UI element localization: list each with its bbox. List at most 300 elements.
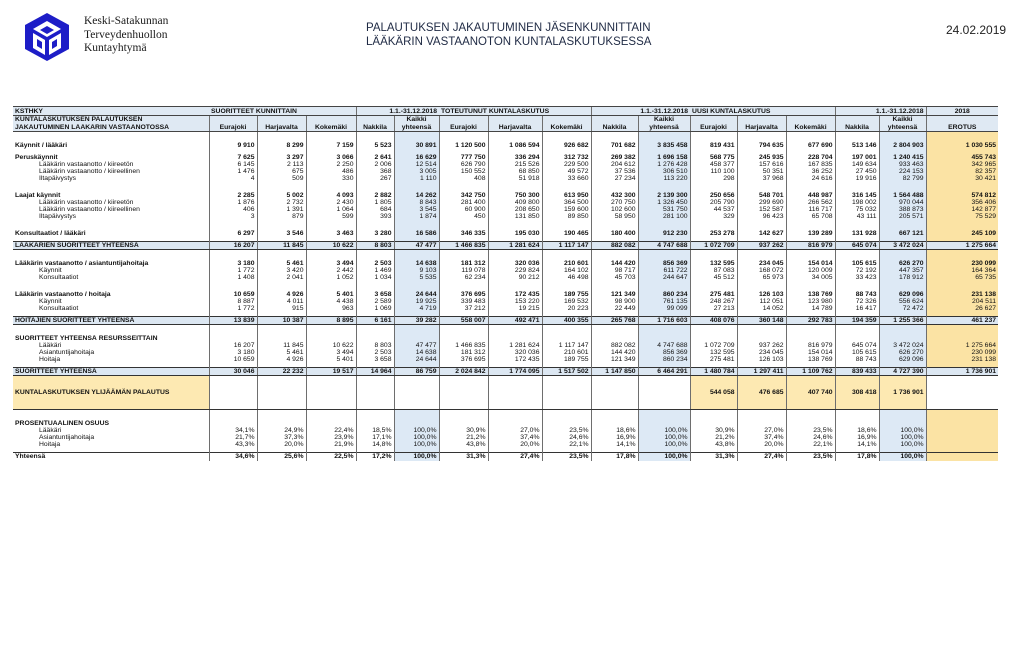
table-row bbox=[13, 242, 998, 250]
table-cell: 18,6% bbox=[591, 427, 638, 434]
table-cell: 8 843 bbox=[394, 199, 439, 206]
table-cell: 100,0% bbox=[394, 434, 439, 441]
table-cell: 4 438 bbox=[306, 298, 356, 305]
row-label: Laajat käynnit bbox=[15, 191, 61, 199]
table-cell: 27 213 bbox=[690, 305, 737, 312]
table-cell bbox=[257, 420, 306, 427]
table-cell bbox=[356, 335, 394, 342]
table-cell: 4 727 390 bbox=[879, 368, 926, 376]
table-cell: 8 895 bbox=[306, 317, 356, 325]
table-cell: 16 586 bbox=[394, 230, 439, 237]
table-cell: 1 297 411 bbox=[737, 368, 786, 376]
table-cell: 509 bbox=[257, 175, 306, 182]
table-cell: 14 789 bbox=[786, 305, 835, 312]
table-cell: 149 634 bbox=[835, 161, 879, 168]
table-cell: 2 430 bbox=[306, 199, 356, 206]
table-cell: 46 498 bbox=[542, 274, 591, 281]
table-cell: 26 627 bbox=[926, 305, 998, 312]
table-cell: 131 850 bbox=[488, 213, 542, 220]
table-cell: 1 034 bbox=[356, 274, 394, 281]
table-cell: 1 117 147 bbox=[542, 342, 591, 349]
table-cell bbox=[926, 453, 998, 461]
table-cell: 476 685 bbox=[737, 376, 786, 410]
table-cell: 339 483 bbox=[439, 298, 488, 305]
row-label: Lääkärin vastaanotto / hoitaja bbox=[15, 290, 111, 298]
table-cell: 265 768 bbox=[591, 317, 638, 325]
table-cell: 197 001 bbox=[835, 154, 879, 161]
table-cell: 16 629 bbox=[394, 154, 439, 161]
table-cell bbox=[737, 420, 786, 427]
table-cell bbox=[786, 335, 835, 342]
table-cell: 172 435 bbox=[488, 291, 542, 298]
table-cell: 329 bbox=[690, 213, 737, 220]
table-cell: 761 135 bbox=[638, 298, 690, 305]
table-cell: 963 bbox=[306, 305, 356, 312]
table-cell: 1 876 bbox=[209, 199, 257, 206]
table-cell: 2 641 bbox=[356, 154, 394, 161]
table-cell: 3 180 bbox=[209, 349, 257, 356]
table-cell: 47 477 bbox=[394, 242, 439, 250]
table-row bbox=[13, 349, 998, 356]
table-cell: 234 045 bbox=[737, 260, 786, 267]
table-cell: 126 103 bbox=[737, 356, 786, 363]
table-cell: 86 759 bbox=[394, 368, 439, 376]
table-cell: 408 bbox=[439, 175, 488, 182]
row-label: Lääkärin vastaanotto / kiireellinen bbox=[39, 205, 140, 213]
table-cell: 60 900 bbox=[439, 206, 488, 213]
table-cell: 1 476 bbox=[209, 168, 257, 175]
table-cell: 5 535 bbox=[394, 274, 439, 281]
table-cell: 2 139 300 bbox=[638, 192, 690, 199]
table-cell: 3 420 bbox=[257, 267, 306, 274]
table-cell: 448 987 bbox=[786, 192, 835, 199]
table-cell bbox=[209, 420, 257, 427]
table-cell: 3 472 024 bbox=[879, 342, 926, 349]
table-cell: 819 431 bbox=[690, 142, 737, 149]
table-cell bbox=[879, 420, 926, 427]
table-cell: 230 099 bbox=[926, 349, 998, 356]
table-cell: 626 270 bbox=[879, 349, 926, 356]
table-cell: 1 069 bbox=[356, 305, 394, 312]
table-cell: 1 064 bbox=[306, 206, 356, 213]
table-cell: 21,9% bbox=[306, 441, 356, 448]
table-cell bbox=[926, 441, 998, 448]
table-cell: 4 926 bbox=[257, 291, 306, 298]
table-cell: 3 835 458 bbox=[638, 142, 690, 149]
table-cell bbox=[542, 335, 591, 342]
table-cell: 6 297 bbox=[209, 230, 257, 237]
table-cell: 937 262 bbox=[737, 342, 786, 349]
table-cell: 34,6% bbox=[209, 453, 257, 461]
table-cell: 4 719 bbox=[394, 305, 439, 312]
table-cell: 7 625 bbox=[209, 154, 257, 161]
table-cell: 14,1% bbox=[591, 441, 638, 448]
table-cell: 110 100 bbox=[690, 168, 737, 175]
table-cell: 1 466 835 bbox=[439, 242, 488, 250]
table-row bbox=[13, 427, 998, 434]
table-cell: 667 121 bbox=[879, 230, 926, 237]
table-cell: 926 682 bbox=[542, 142, 591, 149]
table-cell: 19 925 bbox=[394, 298, 439, 305]
row-label: Asiantuntijahoitaja bbox=[39, 433, 95, 441]
table-cell bbox=[737, 335, 786, 342]
table-cell: 24 616 bbox=[786, 175, 835, 182]
table-cell bbox=[542, 420, 591, 427]
table-cell: 20,0% bbox=[257, 441, 306, 448]
row-label: Peruskäynnit bbox=[15, 153, 58, 161]
table-cell bbox=[591, 376, 638, 410]
table-cell: 11 845 bbox=[257, 242, 306, 250]
table-cell: 100,0% bbox=[879, 453, 926, 461]
table-cell: 10 659 bbox=[209, 356, 257, 363]
table-cell: 342 750 bbox=[439, 192, 488, 199]
table-cell: 3 180 bbox=[209, 260, 257, 267]
table-cell bbox=[690, 420, 737, 427]
table-cell: 1 696 158 bbox=[638, 154, 690, 161]
table-cell: 458 377 bbox=[690, 161, 737, 168]
table-cell: 34,1% bbox=[209, 427, 257, 434]
table-cell: 98 900 bbox=[591, 298, 638, 305]
table-cell: 204 612 bbox=[591, 161, 638, 168]
table-cell: 1 276 428 bbox=[638, 161, 690, 168]
table-cell: 645 074 bbox=[835, 242, 879, 250]
table-cell: 860 234 bbox=[638, 356, 690, 363]
table-cell: 1 072 709 bbox=[690, 342, 737, 349]
table-cell: 23,5% bbox=[542, 453, 591, 461]
table-cell: 330 bbox=[306, 175, 356, 182]
table-cell bbox=[439, 376, 488, 410]
table-cell bbox=[786, 420, 835, 427]
table-cell: 87 083 bbox=[690, 267, 737, 274]
table-cell: 6 464 291 bbox=[638, 368, 690, 376]
table-cell: 105 615 bbox=[835, 349, 879, 356]
table-cell: 937 262 bbox=[737, 242, 786, 250]
table-subheader-row: KUNTALASKUTUKSEN PALAUTUKSEN Kaikki Kaikki Kaikki bbox=[13, 116, 998, 124]
table-cell: 39 282 bbox=[394, 317, 439, 325]
table-cell: 14 052 bbox=[737, 305, 786, 312]
table-cell: 172 435 bbox=[488, 356, 542, 363]
table-cell bbox=[394, 335, 439, 342]
table-cell: 253 278 bbox=[690, 230, 737, 237]
table-cell: 22,1% bbox=[542, 441, 591, 448]
row-label: Käynnit bbox=[39, 266, 62, 274]
table-cell: 4 011 bbox=[257, 298, 306, 305]
table-cell: 23,5% bbox=[542, 427, 591, 434]
table-cell: 159 600 bbox=[542, 206, 591, 213]
table-cell: 24 644 bbox=[394, 356, 439, 363]
table-cell: 121 349 bbox=[591, 356, 638, 363]
table-cell: 316 145 bbox=[835, 192, 879, 199]
table-cell: 126 103 bbox=[737, 291, 786, 298]
row-label: Konsultaatiot bbox=[39, 273, 79, 281]
table-cell: 8 299 bbox=[257, 142, 306, 149]
table-cell: 2 442 bbox=[306, 267, 356, 274]
table-cell: 320 036 bbox=[488, 260, 542, 267]
table-cell: 18,6% bbox=[835, 427, 879, 434]
table-cell: 556 624 bbox=[879, 298, 926, 305]
table-cell: 3 494 bbox=[306, 349, 356, 356]
table-cell: 450 bbox=[439, 213, 488, 220]
table-cell: 1 275 664 bbox=[926, 342, 998, 349]
table-cell: 180 400 bbox=[591, 230, 638, 237]
table-cell: 312 732 bbox=[542, 154, 591, 161]
logo-icon bbox=[22, 12, 72, 62]
table-cell bbox=[306, 420, 356, 427]
table-row bbox=[13, 356, 998, 363]
table-cell: 210 601 bbox=[542, 260, 591, 267]
table-cell: 30 891 bbox=[394, 142, 439, 149]
table-cell: 164 364 bbox=[926, 267, 998, 274]
table-cell: 4 bbox=[209, 175, 257, 182]
table-cell: 14 262 bbox=[394, 192, 439, 199]
table-cell: 65 708 bbox=[786, 213, 835, 220]
table-cell: 1 716 603 bbox=[638, 317, 690, 325]
table-cell: 121 349 bbox=[591, 291, 638, 298]
table-cell: 30,9% bbox=[690, 427, 737, 434]
table-cell: 816 979 bbox=[786, 242, 835, 250]
table-cell bbox=[488, 335, 542, 342]
table-cell: 17,8% bbox=[835, 453, 879, 461]
table-cell: 360 148 bbox=[737, 317, 786, 325]
table-cell: 629 096 bbox=[879, 291, 926, 298]
table-cell: 43,8% bbox=[439, 441, 488, 448]
table-cell: 393 bbox=[356, 213, 394, 220]
table-cell: 17,8% bbox=[591, 453, 638, 461]
table-cell: 599 bbox=[306, 213, 356, 220]
table-cell: 144 420 bbox=[591, 349, 638, 356]
table-cell: 1 736 901 bbox=[879, 376, 926, 410]
table-cell: 168 072 bbox=[737, 267, 786, 274]
table-cell bbox=[690, 335, 737, 342]
table-cell: 1 408 bbox=[209, 274, 257, 281]
table-cell: 154 014 bbox=[786, 260, 835, 267]
table-cell: 13 839 bbox=[209, 317, 257, 325]
table-cell: 1 086 594 bbox=[488, 142, 542, 149]
table-cell: 27,4% bbox=[488, 453, 542, 461]
table-cell: 152 587 bbox=[737, 206, 786, 213]
table-cell: 1 240 415 bbox=[879, 154, 926, 161]
table-cell: 96 423 bbox=[737, 213, 786, 220]
table-cell: 20 223 bbox=[542, 305, 591, 312]
table-cell: 157 616 bbox=[737, 161, 786, 168]
table-row bbox=[13, 453, 998, 461]
table-cell: 486 bbox=[306, 168, 356, 175]
table-cell: 27 234 bbox=[591, 175, 638, 182]
table-cell: 245 109 bbox=[926, 230, 998, 237]
table-cell: 856 369 bbox=[638, 260, 690, 267]
table-cell: 75 032 bbox=[835, 206, 879, 213]
table-cell bbox=[591, 335, 638, 342]
table-cell: 558 007 bbox=[439, 317, 488, 325]
table-cell: 100,0% bbox=[879, 441, 926, 448]
table-cell: 132 595 bbox=[690, 349, 737, 356]
table-cell: 47 477 bbox=[394, 342, 439, 349]
table-cell: 3 658 bbox=[356, 356, 394, 363]
table-cell: 18,5% bbox=[356, 427, 394, 434]
row-label: Lääkäri bbox=[39, 341, 62, 349]
table-cell: 116 717 bbox=[786, 206, 835, 213]
table-cell: 1 480 784 bbox=[690, 368, 737, 376]
table-cell: 215 526 bbox=[488, 161, 542, 168]
table-cell: 231 138 bbox=[926, 291, 998, 298]
table-cell: 100,0% bbox=[394, 441, 439, 448]
row-label: Lääkärin vastaanotto / kiireetön bbox=[39, 198, 134, 206]
table-cell: 1 736 901 bbox=[926, 368, 998, 376]
table-cell: 14 638 bbox=[394, 260, 439, 267]
table-cell: 2 503 bbox=[356, 260, 394, 267]
table-cell: 882 082 bbox=[591, 342, 638, 349]
table-cell: 882 082 bbox=[591, 242, 638, 250]
table-cell: 1 874 bbox=[394, 213, 439, 220]
table-cell: 915 bbox=[257, 305, 306, 312]
table-row bbox=[13, 161, 998, 168]
table-cell: 1 391 bbox=[257, 206, 306, 213]
table-cell: 100,0% bbox=[879, 427, 926, 434]
table-cell: 1 147 850 bbox=[591, 368, 638, 376]
table-row bbox=[13, 434, 998, 441]
table-cell: 224 153 bbox=[879, 168, 926, 175]
table-cell bbox=[209, 335, 257, 342]
table-cell bbox=[306, 376, 356, 410]
table-cell: 23,5% bbox=[786, 453, 835, 461]
table-cell: 860 234 bbox=[638, 291, 690, 298]
table-cell: 99 099 bbox=[638, 305, 690, 312]
table-cell: 6 145 bbox=[209, 161, 257, 168]
table-cell: 409 800 bbox=[488, 199, 542, 206]
table-cell: 3 546 bbox=[257, 230, 306, 237]
table-cell: 933 463 bbox=[879, 161, 926, 168]
table-cell: 113 220 bbox=[638, 175, 690, 182]
table-cell: 142 877 bbox=[926, 206, 998, 213]
table-cell: 37,4% bbox=[488, 434, 542, 441]
table-cell: 2 250 bbox=[306, 161, 356, 168]
table-row bbox=[13, 199, 998, 206]
table-cell: 100,0% bbox=[879, 434, 926, 441]
table-cell bbox=[356, 420, 394, 427]
table-cell: 72 472 bbox=[879, 305, 926, 312]
table-cell: 37,4% bbox=[737, 434, 786, 441]
table-cell: 912 230 bbox=[638, 230, 690, 237]
table-cell: 675 bbox=[257, 168, 306, 175]
table-row bbox=[13, 260, 998, 267]
table-cell: 275 481 bbox=[690, 356, 737, 363]
table-cell: 82 799 bbox=[879, 175, 926, 182]
table-cell: 626 270 bbox=[879, 260, 926, 267]
report-table bbox=[13, 106, 998, 461]
table-cell: 198 002 bbox=[835, 199, 879, 206]
table-cell: 492 471 bbox=[488, 317, 542, 325]
table-cell: 205 790 bbox=[690, 199, 737, 206]
table-cell: 90 212 bbox=[488, 274, 542, 281]
table-cell bbox=[209, 376, 257, 410]
table-cell bbox=[591, 420, 638, 427]
table-cell: 68 850 bbox=[488, 168, 542, 175]
table-cell: 17,2% bbox=[356, 453, 394, 461]
table-cell: 72 326 bbox=[835, 298, 879, 305]
table-cell: 100,0% bbox=[638, 427, 690, 434]
table-cell: 4 093 bbox=[306, 192, 356, 199]
row-label: Iltapäivystys bbox=[39, 212, 77, 220]
table-cell: 267 bbox=[356, 175, 394, 182]
table-cell: 19 215 bbox=[488, 305, 542, 312]
table-cell: 1 110 bbox=[394, 175, 439, 182]
table-cell: 34 005 bbox=[786, 274, 835, 281]
table-cell: 248 267 bbox=[690, 298, 737, 305]
table-cell: 153 220 bbox=[488, 298, 542, 305]
table-cell: 400 355 bbox=[542, 317, 591, 325]
table-cell: 568 775 bbox=[690, 154, 737, 161]
table-cell: 131 928 bbox=[835, 230, 879, 237]
table-cell: 100,0% bbox=[394, 427, 439, 434]
table-cell: 298 bbox=[690, 175, 737, 182]
table-cell: 281 100 bbox=[638, 213, 690, 220]
table-cell bbox=[926, 427, 998, 434]
table-row bbox=[13, 368, 998, 376]
table-cell: 88 743 bbox=[835, 291, 879, 298]
row-label: Lääkäri bbox=[39, 426, 62, 434]
table-cell bbox=[926, 434, 998, 441]
table-cell: 154 014 bbox=[786, 349, 835, 356]
table-cell: 24,9% bbox=[257, 427, 306, 434]
table-cell bbox=[926, 420, 998, 427]
table-cell: 45 512 bbox=[690, 274, 737, 281]
table-cell: 1 772 bbox=[209, 267, 257, 274]
table-cell: 20,0% bbox=[737, 441, 786, 448]
organization-name: Keski-Satakunnan Terveydenhuollon Kuntayhtymä bbox=[84, 15, 169, 54]
table-cell: 231 138 bbox=[926, 356, 998, 363]
table-cell: 10 622 bbox=[306, 342, 356, 349]
row-label: SUORITTEET YHTEENSÄ RESURSSEITTAIN bbox=[15, 334, 158, 342]
table-cell: 16,9% bbox=[591, 434, 638, 441]
table-cell: 364 500 bbox=[542, 199, 591, 206]
table-cell: 229 500 bbox=[542, 161, 591, 168]
table-cell: 3 472 024 bbox=[879, 242, 926, 250]
table-cell: 37 536 bbox=[591, 168, 638, 175]
table-cell: 2 024 842 bbox=[439, 368, 488, 376]
table-cell: 22,4% bbox=[306, 427, 356, 434]
table-cell: 1 120 500 bbox=[439, 142, 488, 149]
table-cell: 1 275 664 bbox=[926, 242, 998, 250]
table-cell bbox=[488, 420, 542, 427]
table-cell: 626 790 bbox=[439, 161, 488, 168]
row-label: LÄÄKÄRIEN SUORITTEET YHTEENSÄ bbox=[13, 242, 209, 250]
table-cell: 3 005 bbox=[394, 168, 439, 175]
table-cell: 2 285 bbox=[209, 192, 257, 199]
table-cell: 406 bbox=[209, 206, 257, 213]
table-cell: 3 463 bbox=[306, 230, 356, 237]
table-cell bbox=[542, 376, 591, 410]
table-cell: 138 769 bbox=[786, 291, 835, 298]
table-cell: 24 644 bbox=[394, 291, 439, 298]
table-cell: 22 449 bbox=[591, 305, 638, 312]
table-cell: 100,0% bbox=[394, 453, 439, 461]
table-cell: 27,4% bbox=[737, 453, 786, 461]
table-cell: 270 750 bbox=[591, 199, 638, 206]
table-cell: 31,3% bbox=[439, 453, 488, 461]
row-label: Käynnit bbox=[39, 297, 62, 305]
table-cell bbox=[926, 376, 998, 410]
table-cell: 281 400 bbox=[439, 199, 488, 206]
table-row bbox=[13, 192, 998, 199]
table-cell: 27,0% bbox=[737, 427, 786, 434]
table-cell: 30 046 bbox=[209, 368, 257, 376]
table-cell: 10 622 bbox=[306, 242, 356, 250]
table-cell: 8 803 bbox=[356, 342, 394, 349]
table-cell: 368 bbox=[356, 168, 394, 175]
table-cell: 250 656 bbox=[690, 192, 737, 199]
table-cell: 120 009 bbox=[786, 267, 835, 274]
table-cell: 513 146 bbox=[835, 142, 879, 149]
